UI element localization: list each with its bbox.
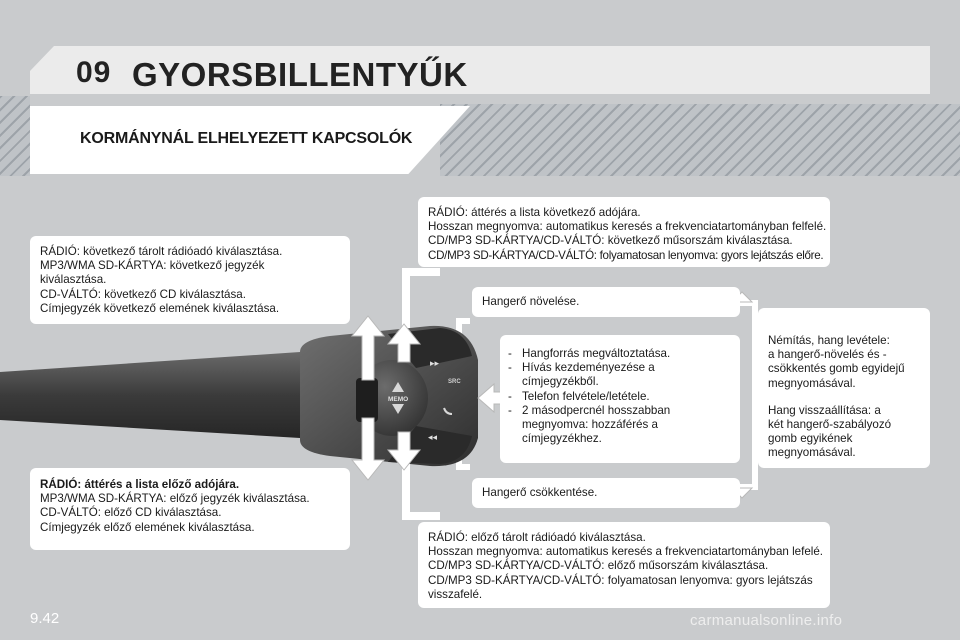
callout-source-list bbox=[500, 335, 740, 463]
callout-line: CD/MP3 SD-KÁRTYA/CD-VÁLTÓ: folyamatosan lenyomva: gyors lejátszás előre. bbox=[428, 248, 824, 262]
bullet-item bbox=[504, 404, 670, 447]
callout-line: Címjegyzék előző elemének kiválasztása. bbox=[40, 520, 255, 534]
callout-line: Hang visszaállítása: a bbox=[768, 403, 881, 417]
bullet-text: 2 másodpercnél hosszabban bbox=[522, 403, 671, 417]
callout-line: Hosszan megnyomva: automatikus keresés a frekvenciatartományban felfelé. bbox=[428, 220, 827, 234]
bullet-text: Telefon felvétele/letétele. bbox=[522, 389, 650, 403]
callout-line: CD-VÁLTÓ: előző CD kiválasztása. bbox=[40, 506, 222, 520]
bullet-item bbox=[504, 361, 670, 389]
callout-line: CD/MP3 SD-KÁRTYA/CD-VÁLTÓ: előző műsorszám kiválasztása. bbox=[428, 559, 769, 573]
bullet-item bbox=[504, 347, 670, 361]
callout-line: CD/MP3 SD-KÁRTYA/CD-VÁLTÓ: folyamatosan lenyomva: gyors lejátszás bbox=[428, 573, 813, 587]
bullet-text: Hangforrás megváltoztatása. bbox=[522, 347, 671, 360]
callout-radio-prev-left bbox=[30, 468, 350, 550]
callout-line: csökkentés gomb egyidejű bbox=[768, 362, 905, 376]
src-label: SRC bbox=[448, 379, 461, 385]
callout-line: kiválasztása. bbox=[40, 273, 107, 287]
callout-line: gomb egyikének bbox=[768, 432, 853, 446]
section-subtitle: KORMÁNYNÁL ELHELYEZETT KAPCSOLÓK bbox=[80, 130, 413, 147]
callout-line: CD/MP3 SD-KÁRTYA/CD-VÁLTÓ: következő műsorszám kiválasztása. bbox=[428, 234, 793, 248]
callout-line: a hangerő-növelés és - bbox=[768, 348, 887, 362]
bullet-text: Hívás kezdeményezése a bbox=[522, 361, 655, 375]
callout-line: Címjegyzék következő elemének kiválasztása. bbox=[40, 301, 280, 315]
watermark: carmanualsonline.info bbox=[690, 612, 843, 629]
callout-line: RÁDIÓ: áttérés a lista előző adójára. bbox=[40, 478, 240, 491]
bullet-text: címjegyzékből. bbox=[522, 375, 599, 389]
bullet-text: megnyomva: hozzáférés a bbox=[522, 418, 658, 432]
callout-line: Hosszan megnyomva: automatikus keresés a frekvenciatartományban lefelé. bbox=[428, 545, 824, 559]
callout-line: RÁDIÓ: áttérés a lista következő adójára. bbox=[428, 206, 641, 219]
callout-volume-down bbox=[472, 478, 740, 508]
chapter-title: GYORSBILLENTYŰK bbox=[132, 56, 468, 93]
callout-spacer bbox=[768, 391, 920, 404]
callout-line: RÁDIÓ: előző tárolt rádióadó kiválasztása. bbox=[428, 531, 646, 544]
page-number: 9.42 bbox=[30, 610, 60, 627]
callout-line: megnyomásával. bbox=[768, 376, 856, 390]
callout-line: MP3/WMA SD-KÁRTYA: következő jegyzék bbox=[40, 259, 265, 273]
callout-line: két hangerő-szabályozó bbox=[768, 418, 892, 432]
thumb-wheel bbox=[356, 378, 378, 422]
rewind-icon: ◂◂ bbox=[428, 433, 438, 443]
fast-forward-icon: ▸▸ bbox=[430, 359, 440, 369]
callout-radio-next-left bbox=[30, 236, 350, 324]
callout-line: visszafelé. bbox=[428, 587, 483, 601]
chapter-number: 09 bbox=[76, 56, 112, 89]
bullet-text: címjegyzékhez. bbox=[522, 432, 602, 446]
source-bullet-list bbox=[504, 347, 670, 446]
callout-line: megnyomásával. bbox=[768, 446, 856, 460]
callout-radio-prev-bottom bbox=[418, 522, 830, 608]
memo-label: MEMO bbox=[388, 396, 409, 403]
callout-line: Hangerő csökkentése. bbox=[482, 486, 598, 499]
callout-volume-up bbox=[472, 287, 740, 317]
callout-line: CD-VÁLTÓ: következő CD kiválasztása. bbox=[40, 287, 246, 301]
callout-line: Némítás, hang levétele: bbox=[768, 334, 890, 347]
callout-line: MP3/WMA SD-KÁRTYA: előző jegyzék kiválasztása. bbox=[40, 492, 310, 506]
bullet-item bbox=[504, 390, 670, 404]
callout-line: Hangerő növelése. bbox=[482, 295, 580, 308]
callout-line: RÁDIÓ: következő tárolt rádióadó kiválasztása. bbox=[40, 245, 283, 258]
bracket-right bbox=[740, 300, 758, 490]
stalk-shaft bbox=[0, 352, 352, 439]
callout-mute bbox=[758, 308, 930, 468]
callout-radio-next-top bbox=[418, 197, 830, 267]
